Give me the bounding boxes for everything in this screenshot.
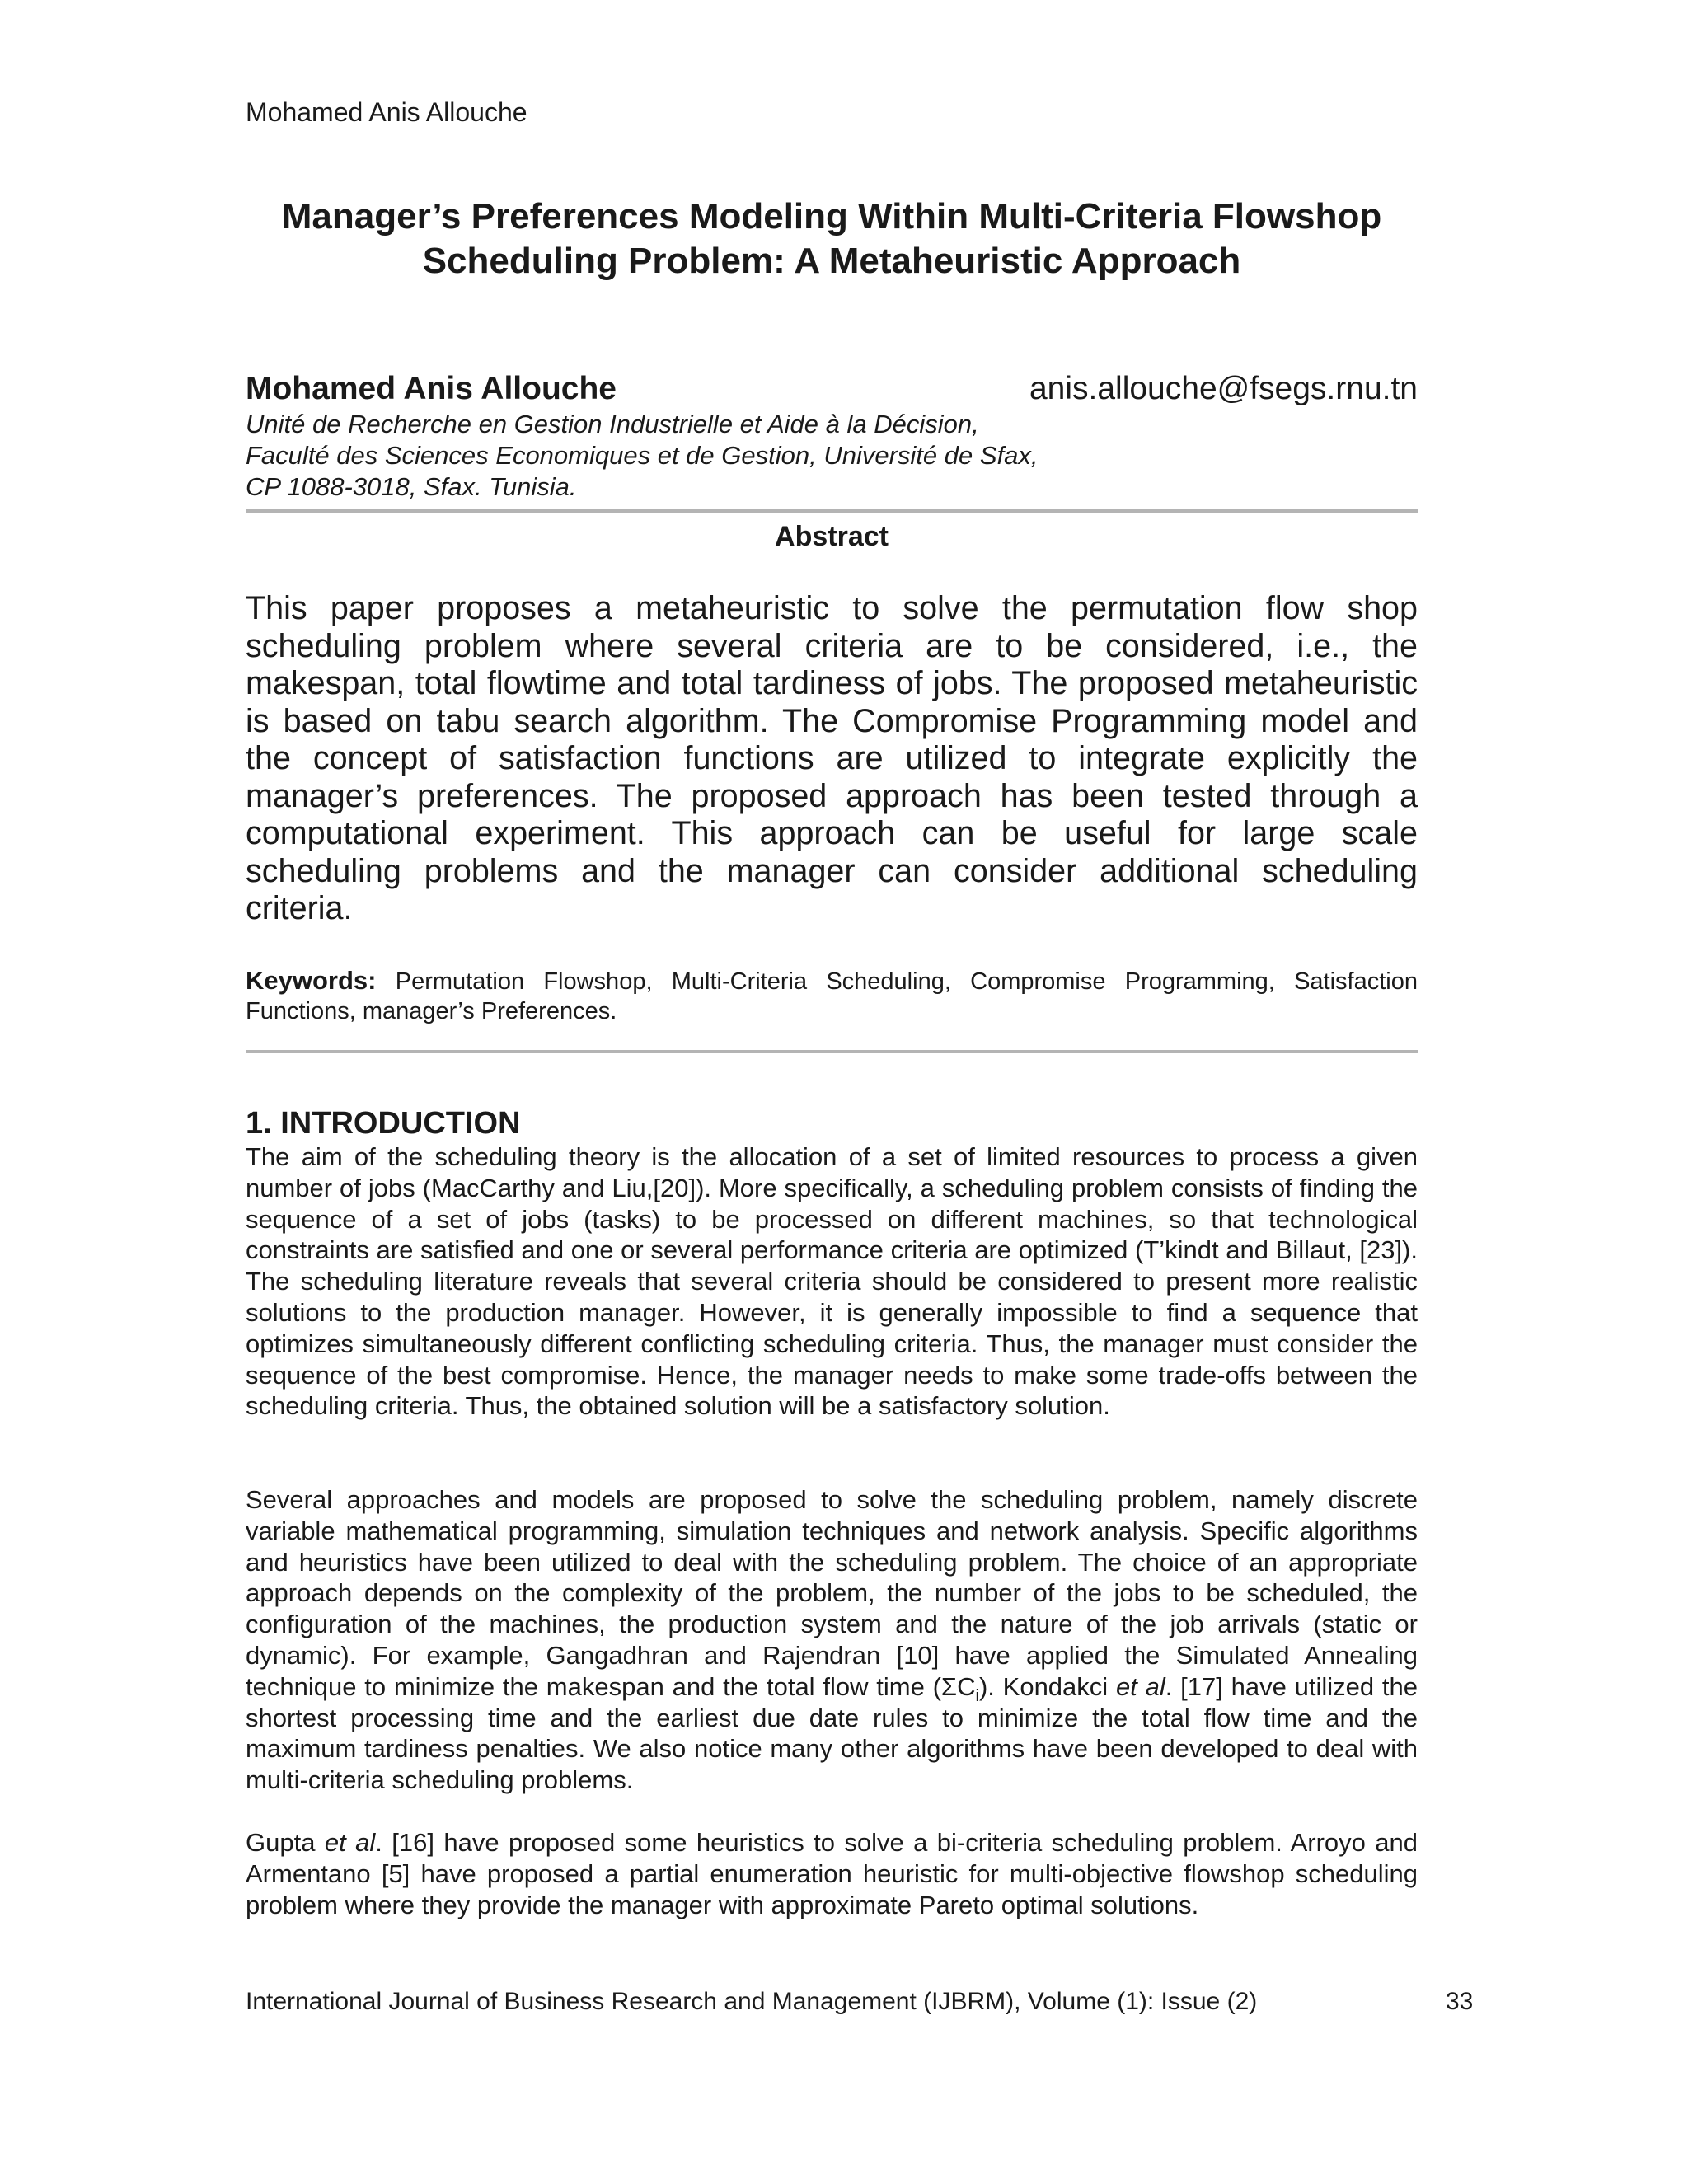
et-al-italic: et al [324, 1828, 376, 1857]
keywords [246, 966, 1418, 1026]
author-affiliation [246, 409, 1039, 503]
keywords-label: Keywords: [246, 966, 377, 995]
journal-footer: International Journal of Business Research and Management (IJBRM), Volume (1): Issue (2) [246, 1988, 1258, 2015]
et-al-italic: et al [1115, 1671, 1165, 1701]
affiliation-line-1: Unité de Recherche en Gestion Industrielle et Aide à la Décision, [246, 410, 979, 438]
paragraph-3-text-2: . [16] have proposed some heuristics to solve a bi-criteria scheduling problem. Arroyo and Armentano [5] have proposed a partial enumeration heuristic for multi-objective flowshop scheduling problem where they provide the manager with approximate Pareto optimal solutions. [246, 1828, 1418, 1919]
intro-paragraph-1: The aim of the scheduling theory is the allocation of a set of limited resources to process a given number of jobs (MacCarthy and Liu,[20]). More specifically, a scheduling problem consists of finding the sequence of a set of jobs (tasks) to be processed on different machines, so that technological constraints are satisfied and one or several performance criteria are optimized (T’kindt and Billaut, [23]). The scheduling literature reveals that several criteria should be considered to present more realistic solutions to the production manager. However, it is generally impossible to find a sequence that optimizes simultaneously different conflicting scheduling criteria. Thus, the manager must consider the sequence of the best compromise. Hence, the manager needs to make some trade-offs between the scheduling criteria. Thus, the obtained solution will be a satisfactory solution. [246, 1142, 1418, 1421]
paragraph-2-text-3: . [17] have utilized the shortest processing time and the earliest due date rules to minimize the total flow time and the maximum tardiness penalties. We also notice many other algorithms have been developed to deal with multi-criteria scheduling problems. [246, 1671, 1418, 1795]
author-row [246, 369, 1418, 410]
abstract-heading: Abstract [775, 521, 889, 552]
intro-paragraph-2 [246, 1484, 1418, 1796]
paragraph-2-text-1: Several approaches and models are proposed to solve the scheduling problem, namely discrete variable mathematical programming, simulation techniques and network analysis. Specific algorithms and heuristics have been utilized to deal with the scheduling problem. The choice of an appropriate approach depends on the complexity of the problem, the number of the jobs to be scheduled, the configuration of the machines, the production system and the nature of the job arrivals (static or dynamic). For example, Gangadhran and Rajendran [10] have applied the Simulated Annealing technique to minimize the makespan and the total flow time (ΣC [246, 1485, 1418, 1701]
abstract-body: This paper proposes a metaheuristic to solve the permutation flow shop scheduling problem where several criteria are to be considered, i.e., the makespan, total flowtime and total tardiness of jobs. The proposed metaheuristic is based on tabu search algorithm. The Compromise Programming model and the concept of satisfaction functions are utilized to integrate explicitly the manager’s preferences. The proposed approach has been tested through a computational experiment. This approach can be useful for large scale scheduling problems and the manager can consider additional scheduling criteria. [246, 590, 1418, 926]
abstract-top-divider [246, 509, 1418, 513]
abstract-bottom-divider [246, 1050, 1418, 1053]
author-name: Mohamed Anis Allouche [246, 371, 617, 406]
title-line-2: Scheduling Problem: A Metaheuristic Approach [422, 241, 1241, 281]
title-line-1: Manager’s Preferences Modeling Within Multi-Criteria Flowshop [281, 196, 1382, 237]
paper-title [246, 194, 1418, 284]
paragraph-3-text-1: Gupta [246, 1828, 316, 1857]
affiliation-line-3: CP 1088-3018, Sfax. Tunisia. [246, 472, 577, 501]
running-header: Mohamed Anis Allouche [246, 97, 528, 127]
author-email[interactable]: anis.allouche@fsegs.rnu.tn [1029, 371, 1418, 406]
subscript-i: i [975, 1686, 979, 1705]
section-heading-introduction: 1. INTRODUCTION [246, 1106, 521, 1141]
affiliation-line-2: Faculté des Sciences Economiques et de Gestion, Université de Sfax, [246, 441, 1039, 470]
page-number: 33 [1446, 1988, 1474, 2015]
intro-paragraph-3 [246, 1827, 1418, 1920]
keywords-text: Permutation Flowshop, Multi-Criteria Scheduling, Compromise Programming, Satisfaction Functions, manager’s Preferences. [246, 968, 1418, 1024]
paragraph-2-text-2: ). Kondakci [978, 1671, 1109, 1701]
